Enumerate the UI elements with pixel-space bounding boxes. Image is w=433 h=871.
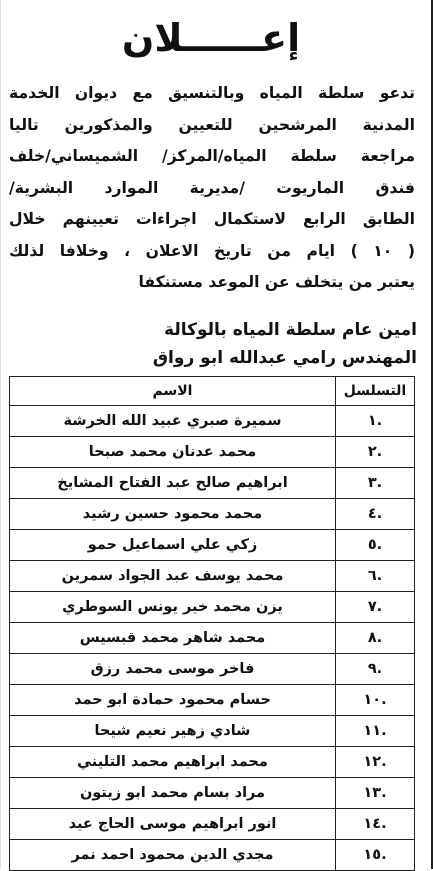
candidates-table — [9, 376, 415, 871]
announcement-title: إعــــــلان — [121, 16, 301, 60]
table-row — [10, 654, 415, 685]
table-row — [10, 778, 415, 809]
table-row — [10, 840, 415, 871]
body-line: الطابق الرابع لاستكمال اجراءات تعيينهم خلال — [9, 210, 415, 228]
serial-cell: .٨ — [336, 623, 415, 654]
name-cell: ابراهيم صالح عبد الفتاح المشايخ — [10, 468, 336, 499]
table-row — [10, 747, 415, 778]
table-row — [10, 437, 415, 468]
serial-cell: .٤ — [336, 499, 415, 530]
table-row — [10, 716, 415, 747]
serial-cell: .١٢ — [336, 747, 415, 778]
serial-cell: .١٥ — [336, 840, 415, 871]
body-line: المدنية المرشحين للتعيين والمذكورين تاليا — [9, 115, 415, 134]
serial-cell: .٩ — [336, 654, 415, 685]
name-cell: مراد بسام محمد ابو زيتون — [10, 778, 336, 809]
name-cell: محمد محمود حسين رشيد — [10, 499, 336, 530]
name-cell: محمد عدنان محمد صبحا — [10, 437, 336, 468]
name-cell: شادي زهير نعيم شيحا — [10, 716, 336, 747]
table-row — [10, 499, 415, 530]
name-cell: انور ابراهيم موسى الحاج عيد — [10, 809, 336, 840]
name-cell: زكي علي اسماعيل حمو — [10, 530, 336, 561]
serial-cell: .١٣ — [336, 778, 415, 809]
table-row — [10, 623, 415, 654]
body-line: فندق الماريوت /مديرية الموارد البشرية/ — [9, 178, 415, 197]
name-cell: سميرة صبري عبيد الله الخرشة — [10, 406, 336, 437]
table-row — [10, 406, 415, 437]
name-cell: يزن محمد خير يونس السوطري — [10, 592, 336, 623]
table-body — [10, 406, 415, 871]
name-cell: حسام محمود حمادة ابو حمد — [10, 685, 336, 716]
serial-cell: .٦ — [336, 561, 415, 592]
table-header-row — [10, 377, 415, 406]
body-line: يعتبر من يتخلف عن الموعد مستنكفا — [138, 273, 415, 291]
serial-cell: .١٤ — [336, 809, 415, 840]
signature-block — [17, 316, 417, 372]
table-row — [10, 592, 415, 623]
table-row — [10, 468, 415, 499]
name-cell: محمد يوسف عبد الجواد سمرين — [10, 561, 336, 592]
serial-cell: .١ — [336, 406, 415, 437]
serial-column-header: التسلسل — [336, 377, 415, 406]
serial-cell: .١١ — [336, 716, 415, 747]
table-row — [10, 530, 415, 561]
table-row — [10, 809, 415, 840]
signature-title: امين عام سلطة المياه بالوكالة — [164, 320, 417, 340]
table-row — [10, 561, 415, 592]
name-column-header: الاسم — [10, 377, 336, 406]
name-cell: مجدي الدين محمود احمد نمر — [10, 840, 336, 871]
body-line: ( ١٠ ) ايام من تاريخ الاعلان ، وخلافا لذلك — [9, 241, 415, 260]
title-container — [1, 8, 421, 68]
announcement-body — [9, 78, 415, 299]
body-line: مراجعة سلطة المياه/المركز/ الشميساني/خلف — [9, 147, 415, 165]
signature-name: المهندس رامي عبدالله ابو رواق — [152, 348, 417, 368]
serial-cell: .١٠ — [336, 685, 415, 716]
table-row — [10, 685, 415, 716]
name-cell: محمد ابراهيم محمد التليني — [10, 747, 336, 778]
serial-cell: .٥ — [336, 530, 415, 561]
body-line: تدعو سلطة المياه وبالتنسيق مع ديوان الخدمة — [9, 84, 415, 102]
name-cell: فاخر موسى محمد رزق — [10, 654, 336, 685]
serial-cell: .٧ — [336, 592, 415, 623]
serial-cell: .٣ — [336, 468, 415, 499]
serial-cell: .٢ — [336, 437, 415, 468]
name-cell: محمد شاهر محمد قبسيس — [10, 623, 336, 654]
